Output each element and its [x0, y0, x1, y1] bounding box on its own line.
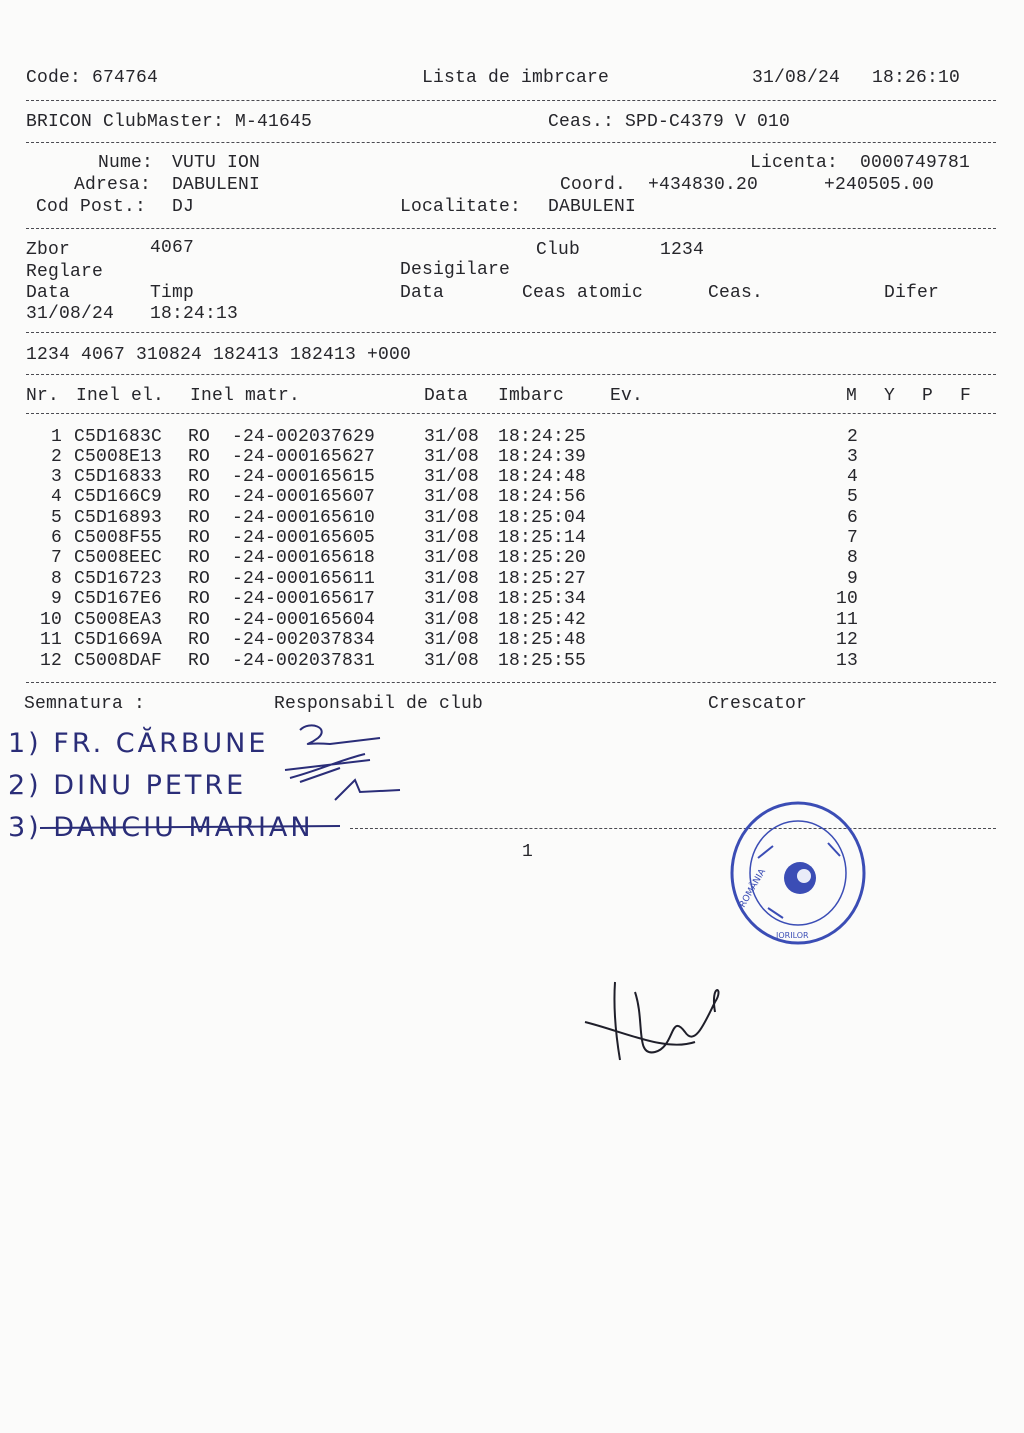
row-inel-el: C5D166C9: [74, 487, 163, 507]
row-inel-el: C5D16723: [74, 569, 163, 589]
row-inel-matr: RO -24-002037831: [188, 651, 376, 671]
ceas-label: Ceas.: [708, 283, 764, 303]
row-data: 31/08: [424, 569, 480, 589]
postal-label: Cod Post.:: [36, 197, 147, 217]
divider: [26, 374, 996, 375]
row-inel-el: C5D1669A: [74, 630, 163, 650]
header-date: 31/08/24: [752, 68, 841, 88]
row-imbarc: 18:25:42: [498, 610, 587, 630]
row-m: 12: [835, 630, 858, 650]
row-imbarc: 18:24:48: [498, 467, 587, 487]
divider: [26, 413, 996, 414]
coord-latitude: +434830.20: [648, 175, 759, 195]
row-nr: 9: [50, 589, 62, 609]
table-row: [0, 467, 1024, 487]
divider: [26, 100, 996, 101]
responsible-label: Responsabil de club: [274, 694, 484, 714]
row-imbarc: 18:25:14: [498, 528, 587, 548]
row-inel-el: C5008EEC: [74, 548, 163, 568]
document-code: Code: 674764: [26, 68, 159, 88]
row-inel-matr: RO -24-000165618: [188, 548, 376, 568]
table-row: [0, 569, 1024, 589]
row-data: 31/08: [424, 610, 480, 630]
col-inel-el: Inel el.: [76, 386, 165, 406]
row-data: 31/08: [424, 548, 480, 568]
club-master-id: BRICON ClubMaster: M-41645: [26, 112, 313, 132]
col-f: F: [960, 386, 972, 406]
table-row: [0, 651, 1024, 671]
row-data: 31/08: [424, 630, 480, 650]
breeder-label: Crescator: [708, 694, 808, 714]
row-m: 13: [835, 651, 858, 671]
row-nr: 2: [50, 447, 62, 467]
row-imbarc: 18:25:48: [498, 630, 587, 650]
difer-label: Difer: [884, 283, 940, 303]
row-data: 31/08: [424, 528, 480, 548]
row-m: 5: [846, 487, 858, 507]
row-inel-matr: RO -24-002037834: [188, 630, 376, 650]
club-number: 1234: [660, 240, 705, 260]
row-inel-matr: RO -24-000165617: [188, 589, 376, 609]
owner-address: DABULENI: [172, 175, 261, 195]
col-nr: Nr.: [26, 386, 60, 406]
divider: [350, 828, 996, 829]
row-data: 31/08: [424, 651, 480, 671]
row-m: 11: [835, 610, 858, 630]
row-inel-el: C5D1683C: [74, 427, 163, 447]
timp-label: Timp: [150, 283, 195, 303]
postal-code: DJ: [172, 197, 195, 217]
row-inel-matr: RO -24-000165607: [188, 487, 376, 507]
col-m: M: [846, 386, 858, 406]
club-label: Club: [536, 240, 581, 260]
table-row: [0, 508, 1024, 528]
table-row: [0, 589, 1024, 609]
row-inel-matr: RO -24-000165605: [188, 528, 376, 548]
row-nr: 5: [50, 508, 62, 528]
row-m: 10: [835, 589, 858, 609]
document-title: Lista de imbrcare: [422, 68, 610, 88]
row-data: 31/08: [424, 487, 480, 507]
col-ev: Ev.: [610, 386, 644, 406]
col-y: Y: [884, 386, 896, 406]
row-nr: 10: [39, 610, 62, 630]
row-data: 31/08: [424, 508, 480, 528]
divider: [26, 228, 996, 229]
col-imbarc: Imbarc: [498, 386, 565, 406]
row-data: 31/08: [424, 427, 480, 447]
row-inel-el: C5008DAF: [74, 651, 163, 671]
row-inel-matr: RO -24-002037629: [188, 427, 376, 447]
row-nr: 6: [50, 528, 62, 548]
table-row: [0, 427, 1024, 447]
col-data: Data: [424, 386, 469, 406]
row-data: 31/08: [424, 467, 480, 487]
handwritten-name-2: 2) DINU PETRE: [8, 770, 247, 801]
row-inel-el: C5D167E6: [74, 589, 163, 609]
locality-value: DABULENI: [548, 197, 637, 217]
reglare-time: 18:24:13: [150, 304, 239, 324]
reglare-date: 31/08/24: [26, 304, 115, 324]
divider: [26, 332, 996, 333]
club-stamp-icon: [728, 798, 868, 948]
row-m: 9: [846, 569, 858, 589]
row-inel-el: C5008E13: [74, 447, 163, 467]
license-label: Licenta:: [750, 153, 839, 173]
row-imbarc: 18:25:20: [498, 548, 587, 568]
row-imbarc: 18:25:55: [498, 651, 587, 671]
table-row: [0, 528, 1024, 548]
address-label: Adresa:: [74, 175, 152, 195]
row-nr: 11: [39, 630, 62, 650]
row-m: 6: [846, 508, 858, 528]
row-inel-matr: RO -24-000165604: [188, 610, 376, 630]
row-inel-el: C5008F55: [74, 528, 163, 548]
row-nr: 4: [50, 487, 62, 507]
row-inel-matr: RO -24-000165611: [188, 569, 376, 589]
page-number: 1: [522, 842, 534, 862]
row-data: 31/08: [424, 589, 480, 609]
svg-text:ROMÂNIA: ROMÂNIA: [737, 867, 769, 910]
row-m: 4: [846, 467, 858, 487]
desigilare-label: Desigilare: [400, 260, 511, 280]
divider: [26, 142, 996, 143]
row-imbarc: 18:24:56: [498, 487, 587, 507]
svg-text:IORILOR: IORILOR: [776, 931, 809, 940]
coord-label: Coord.: [560, 175, 627, 195]
table-row: [0, 548, 1024, 568]
license-number: 0000749781: [860, 153, 971, 173]
row-m: 3: [846, 447, 858, 467]
handwritten-name-1: 1) FR. CĂRBUNE: [8, 728, 269, 759]
row-data: 31/08: [424, 447, 480, 467]
coord-longitude: +240505.00: [824, 175, 935, 195]
row-m: 2: [846, 427, 858, 447]
owner-name: VUTU ION: [172, 153, 261, 173]
row-imbarc: 18:25:27: [498, 569, 587, 589]
row-imbarc: 18:25:34: [498, 589, 587, 609]
row-inel-matr: RO -24-000165627: [188, 447, 376, 467]
table-row: [0, 610, 1024, 630]
header-time: 18:26:10: [872, 68, 961, 88]
row-imbarc: 18:24:25: [498, 427, 587, 447]
clock-id: Ceas.: SPD-C4379 V 010: [548, 112, 791, 132]
name-label: Nume:: [98, 153, 154, 173]
handwritten-name-3: 3) DANCIU MARIAN: [8, 812, 314, 843]
row-m: 8: [846, 548, 858, 568]
row-imbarc: 18:24:39: [498, 447, 587, 467]
col-p: P: [922, 386, 934, 406]
row-inel-el: C5D16893: [74, 508, 163, 528]
divider: [26, 682, 996, 683]
row-inel-el: C5008EA3: [74, 610, 163, 630]
zbor-label: Zbor: [26, 240, 71, 260]
row-nr: 3: [50, 467, 62, 487]
row-nr: 1: [50, 427, 62, 447]
handwritten-signature: [575, 972, 735, 1072]
row-inel-matr: RO -24-000165615: [188, 467, 376, 487]
row-nr: 8: [50, 569, 62, 589]
zbor-number: 4067: [150, 238, 195, 258]
table-row: [0, 447, 1024, 467]
locality-label: Localitate:: [400, 197, 522, 217]
atomic-clock-label: Ceas atomic: [522, 283, 644, 303]
row-imbarc: 18:25:04: [498, 508, 587, 528]
row-inel-matr: RO -24-000165610: [188, 508, 376, 528]
table-row: [0, 487, 1024, 507]
col-inel-matr: Inel matr.: [190, 386, 301, 406]
desigilare-data-label: Data: [400, 283, 445, 303]
handwritten-initials-mark: [0, 720, 420, 850]
row-nr: 12: [39, 651, 62, 671]
row-nr: 7: [50, 548, 62, 568]
row-inel-el: C5D16833: [74, 467, 163, 487]
signature-label: Semnatura :: [24, 694, 146, 714]
row-m: 7: [846, 528, 858, 548]
data-label: Data: [26, 283, 71, 303]
summary-line: 1234 4067 310824 182413 182413 +000: [26, 345, 412, 365]
reglare-label: Reglare: [26, 262, 104, 282]
table-row: [0, 630, 1024, 650]
